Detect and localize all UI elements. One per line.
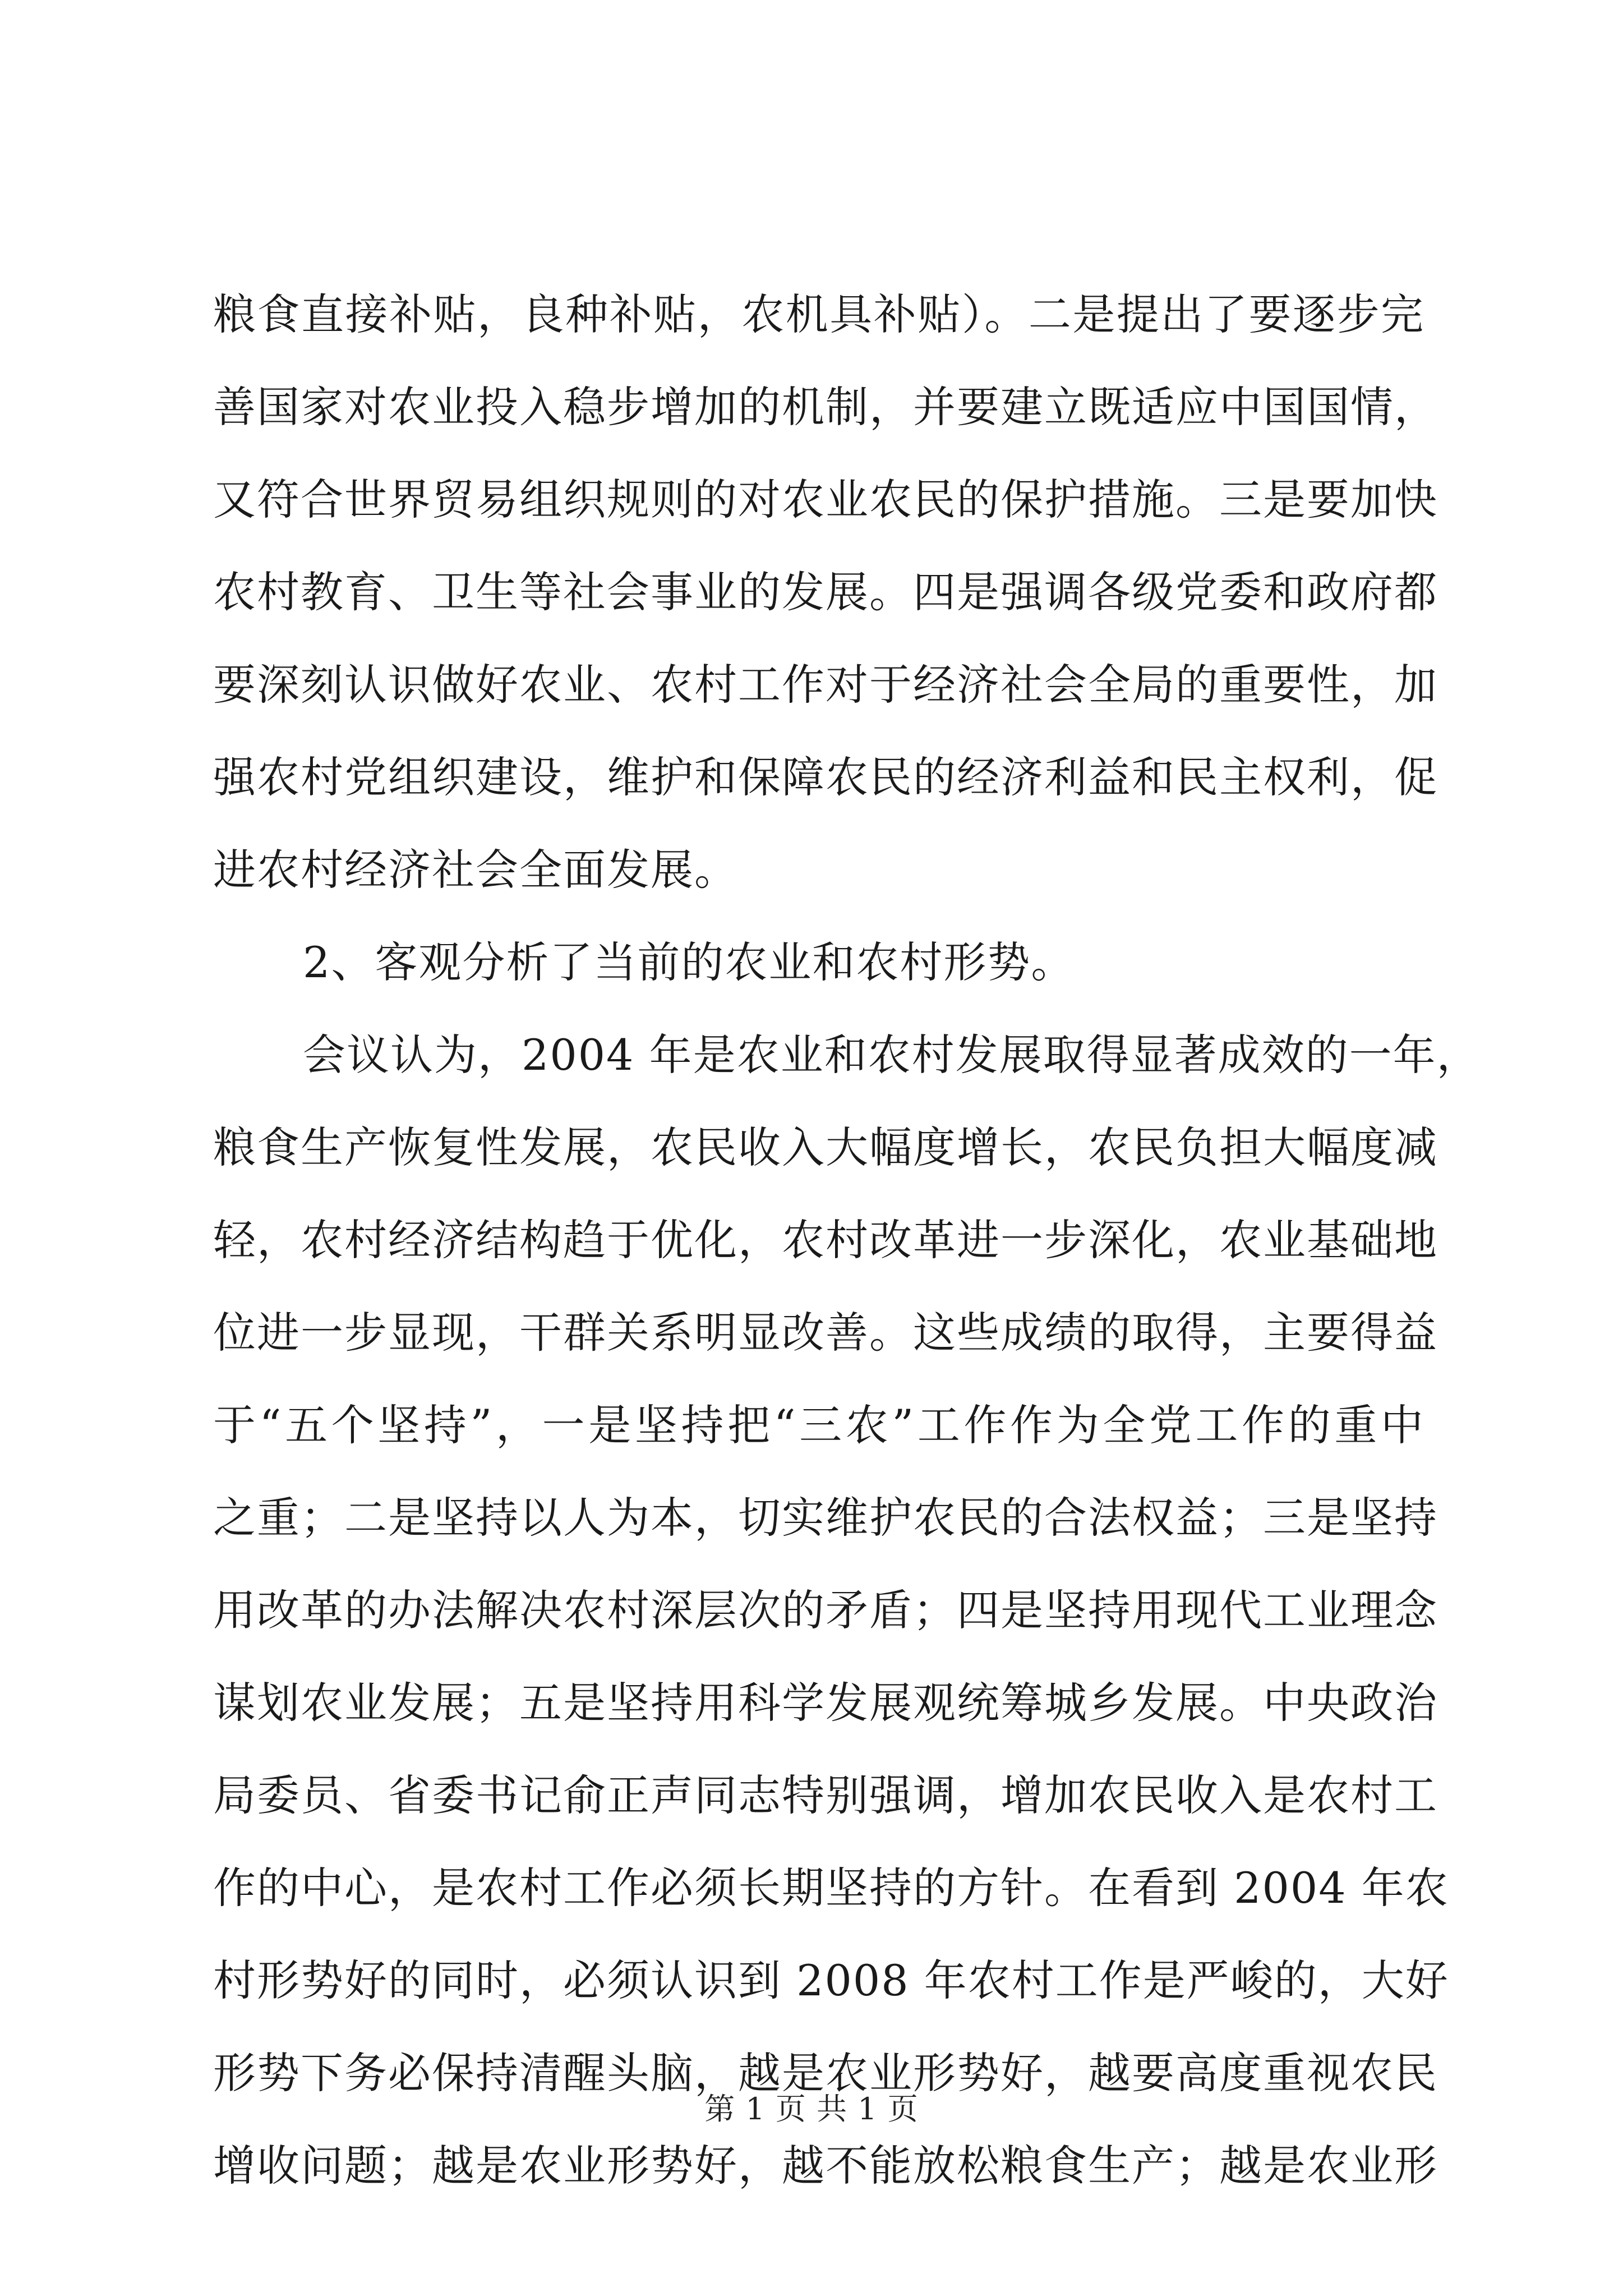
text-line: 农村教育、卫生等社会事业的发展。四是强调各级党委和政府都: [213, 567, 1438, 617]
text-line: 粮食生产恢复性发展，农民收入大幅度增长，农民负担大幅度减: [213, 1122, 1438, 1172]
text-line: 轻，农村经济结构趋于优化，农村改革进一步深化，农业基础地: [213, 1215, 1438, 1265]
text-line: 进农村经济社会全面发展。: [213, 845, 738, 895]
text-line: 之重；二是坚持以人为本，切实维护农民的合法权益；三是坚持: [213, 1493, 1438, 1543]
text-line: 要深刻认识做好农业、农村工作对于经济社会全局的重要性，加: [213, 660, 1438, 710]
text-line: 强农村党组织建设，维护和保障农民的经济利益和民主权利，促: [213, 752, 1438, 802]
text-line: 位进一步显现，干群关系明显改善。这些成绩的取得，主要得益: [213, 1308, 1438, 1358]
text-line: 用改革的办法解决农村深层次的矛盾；四是坚持用现代工业理念: [213, 1585, 1438, 1635]
text-line: 增收问题；越是农业形势好，越不能放松粮食生产；越是农业形: [213, 2141, 1438, 2191]
text-line: 于“五个坚持”，一是坚持把“三农”工作作为全党工作的重中: [213, 1400, 1424, 1450]
paragraph-first-line: 会议认为，2004 年是农业和农村发展取得显著成效的一年，: [303, 1030, 1481, 1080]
section-heading: 2、客观分析了当前的农业和农村形势。: [303, 937, 1075, 987]
document-body: [213, 268, 1481, 2212]
text-line: 善国家对农业投入稳步增加的机制，并要建立既适应中国国情，: [213, 382, 1438, 432]
text-line: 形势下务必保持清醒头脑，越是农业形势好，越要高度重视农民: [213, 2048, 1438, 2098]
text-line: 谋划农业发展；五是坚持用科学发展观统筹城乡发展。中央政治: [213, 1678, 1438, 1728]
text-line: 村形势好的同时，必须认识到 2008 年农村工作是严峻的，大好: [213, 1955, 1449, 2005]
text-line: 粮食直接补贴，良种补贴，农机具补贴）。二是提出了要逐步完: [213, 289, 1424, 339]
text-line: 作的中心，是农村工作必须长期坚持的方针。在看到 2004 年农: [213, 1863, 1449, 1913]
text-line: 局委员、省委书记俞正声同志特别强调，增加农民收入是农村工: [213, 1770, 1438, 1820]
page-footer: 第 1 页 共 1 页: [704, 2091, 919, 2127]
text-line: 又符合世界贸易组织规则的对农业农民的保护措施。三是要加快: [213, 475, 1438, 524]
